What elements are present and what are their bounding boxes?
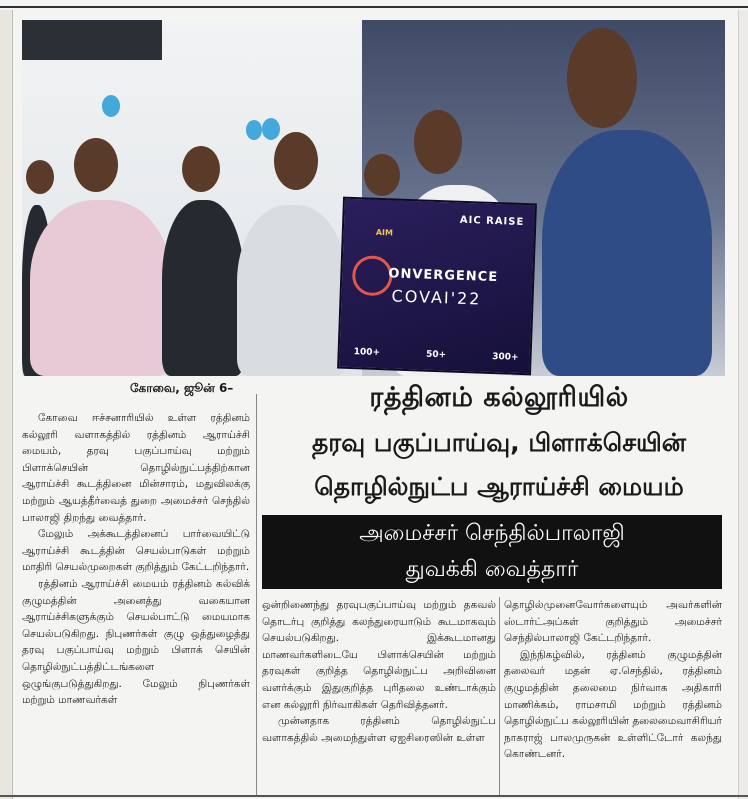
article-column-2 bbox=[262, 597, 496, 746]
article-column-3 bbox=[504, 597, 722, 763]
poster-subtitle: COVAI'22 bbox=[391, 286, 482, 309]
column-divider bbox=[256, 394, 257, 796]
adjacent-column-strip bbox=[0, 10, 13, 799]
poster-stat: 100+ bbox=[353, 347, 381, 359]
paragraph: ஒன்றிணைந்து தரவுபகுப்பாய்வு மற்றும் தகவல் தொடர்பு குறித்து கலந்துரையாடும் கூடமாகவும் செயல்படுகிறது. இக்கூடமானது மாணவர்களிடையே பிளாக்செயின் மற்றும் தரவுகள் குறித்த தொழில்நுட்ப அறிவினை வளர்க்கும் இதுகுறித்த புரிதலை உண்டாக்கும் என கல்லூரி நிர்வாகிகள் தெரிவித்தனர். bbox=[262, 599, 496, 711]
paragraph: முன்னதாக ரத்தினம் தொழில்நுட்ப வளாகத்தில் அமைந்துள்ள ஏஐசிரைஸின் உள்ள bbox=[262, 715, 496, 744]
balloon bbox=[262, 118, 280, 140]
person-silhouette bbox=[237, 205, 347, 376]
top-rule bbox=[0, 6, 748, 8]
right-margin bbox=[738, 10, 748, 799]
article-column-1 bbox=[22, 396, 250, 709]
person-head bbox=[567, 28, 637, 128]
paragraph: ரத்தினம் ஆராய்ச்சி மையம் ரத்தினம் கல்விக் குழுமத்தின் அனைத்து வகையான ஆராய்ச்சிகளுக்கும் செயல்பாட்டு மையமாக செயல்படுகிறது. நிபுணர்கள் குழு ஒத்துழைத்து தரவு பகுப்பாய்வு மற்றும் பிளாக் செயின் தொழில்நுட்பத்திட்டங்களை ஒழுங்குபடுத்துகிறது. மேலும் நிபுணர்கள் மற்றும் மாணவர்கள் bbox=[22, 577, 250, 707]
poster-brand: AIC RAISE bbox=[459, 214, 525, 229]
balloon bbox=[102, 95, 120, 117]
balloon bbox=[246, 120, 262, 140]
subheadline-line-2: துவக்கி வைத்தார் bbox=[405, 557, 579, 582]
poster-title: ONVERGENCE bbox=[388, 266, 499, 286]
dateline: கோவை, ஜூன் 6– bbox=[130, 381, 234, 395]
poster-logo-ring bbox=[352, 255, 393, 296]
paragraph: இந்நிகழ்வில், ரத்தினம் குழுமத்தின் தலைவர் மதன் ஏ.செந்தில், ரத்தினம் குழுமத்தின் தலைமை நிர்வாக அதிகாரி மாணிக்கம், ராமசாமி மற்றும் ரத்தினம் தொழில்நுட்ப கல்லூரியின் தலைமைவாசிரியர் நாகராஜ் பாலமுருகன் உள்ளிட்டோர் கலந்து கொண்டனர். bbox=[504, 648, 722, 761]
person-head bbox=[274, 132, 318, 190]
poster-stat: 50+ bbox=[425, 349, 447, 361]
person-head bbox=[26, 160, 54, 194]
person-head bbox=[182, 146, 220, 192]
headline-line-1: ரத்தினம் கல்லூரியில் bbox=[369, 382, 629, 413]
poster-stat: 300+ bbox=[492, 351, 519, 363]
headline-line-3: தொழில்நுட்ப ஆராய்ச்சி மையம் bbox=[314, 472, 684, 501]
person-head bbox=[74, 138, 118, 192]
bottom-rule bbox=[0, 795, 748, 797]
person-head bbox=[414, 110, 462, 174]
paragraph: கோவை ஈச்சனாரியில் உள்ள ரத்தினம் கல்லூரி வளாகத்தில் ரத்தினம் ஆராய்ச்சி மையம், தரவு பகுப்பாய்வு மற்றும் பிளாக்செயின் தொழில்நுட்பத்திற்கான ஆராய்ச்சி கூடத்தினை மின்சாரம், மதுவிலக்கு மற்றும் ஆயத்தீர்வைத் துறை அமைச்சர் செந்தில் பாலாஜி திறந்து வைத்தார். bbox=[22, 412, 250, 524]
event-photo bbox=[22, 20, 725, 376]
paragraph: மேலும் அக்கூடத்தினைப் பார்வையிட்டு ஆராய்ச்சி கூடத்தின் செயல்பாடுகள் மற்றும் மாதிரி செயல்முறைகள் குறித்தும் கேட்டறிந்தார். bbox=[22, 528, 250, 574]
photo-window bbox=[22, 20, 162, 60]
headline-line-2: தரவு பகுப்பாய்வு, பிளாக்செயின் bbox=[312, 428, 686, 457]
paragraph: தொழில்முனைவோர்களையும் அவர்களின் ஸ்டார்ட்அப்கள் குறித்தும் அமைச்சர் செந்தில்பாலாஜி கேட்டறிந்தார். bbox=[504, 599, 722, 645]
person-silhouette bbox=[30, 200, 172, 376]
convergence-poster bbox=[337, 197, 537, 376]
column-divider bbox=[499, 597, 500, 796]
person-head bbox=[364, 154, 400, 196]
subheadline-box bbox=[262, 515, 722, 589]
person-silhouette bbox=[542, 130, 712, 376]
poster-stats bbox=[353, 347, 518, 363]
poster-badge: AIM bbox=[375, 227, 394, 238]
subheadline-line-1: அமைச்சர் செந்தில்பாலாஜி bbox=[359, 521, 625, 546]
person-silhouette bbox=[162, 200, 244, 376]
